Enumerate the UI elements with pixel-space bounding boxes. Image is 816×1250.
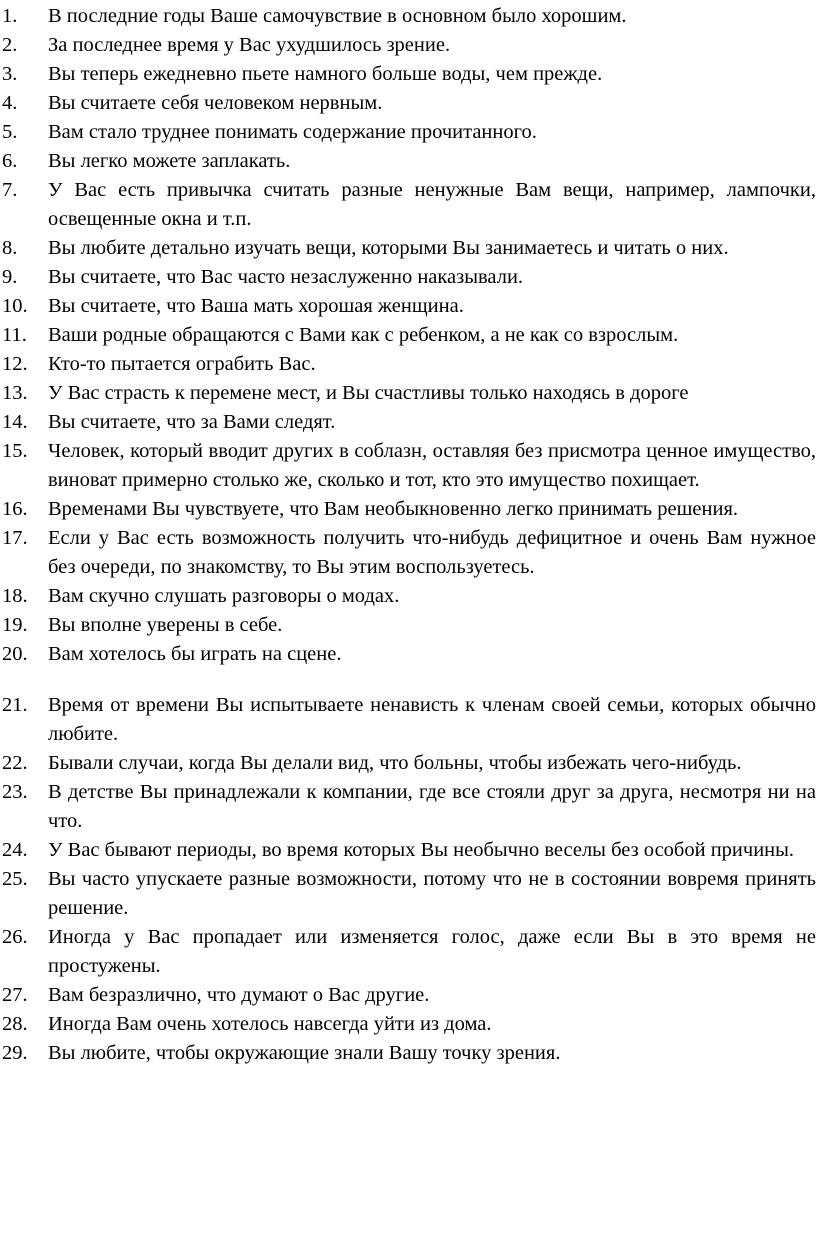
item-number: 24.: [2, 839, 28, 861]
item-number: 18.: [2, 585, 28, 607]
item-text: Вы часто упускаете разные возможности, потому что не в состоянии вовремя принять решение.: [48, 868, 816, 919]
item-number: 19.: [2, 614, 28, 636]
item-number: 29.: [2, 1042, 28, 1064]
list-item: [0, 118, 816, 147]
list-item: [0, 263, 816, 292]
item-number: 28.: [2, 1013, 28, 1035]
item-text: Иногда Вам очень хотелось навсегда уйти из дома.: [48, 1013, 492, 1035]
list-item: [0, 176, 816, 234]
item-number: 15.: [2, 440, 28, 462]
item-text: Человек, который вводит других в соблазн, оставляя без присмотра ценное имущество, виноват примерно столько же, сколько и тот, кто это имущество похищает.: [48, 440, 816, 491]
item-number: 17.: [2, 527, 28, 549]
item-number: 21.: [2, 694, 28, 716]
list-item: [0, 981, 816, 1010]
list-item: [0, 836, 816, 865]
item-number: 20.: [2, 643, 28, 665]
item-number: 10.: [2, 295, 28, 317]
item-number: 1.: [2, 5, 18, 27]
list-item: [0, 321, 816, 350]
item-text: За последнее время у Вас ухудшилось зрение.: [48, 34, 451, 56]
item-text: У Вас есть привычка считать разные ненужные Вам вещи, например, лампочки, освещенные окна и т.п.: [48, 179, 816, 230]
list-item: [0, 495, 816, 524]
item-text: Вы вполне уверены в себе.: [48, 614, 283, 636]
item-text: Ваши родные обращаются с Вами как с ребенком, а не как со взрослым.: [48, 324, 679, 346]
list-item: [0, 640, 816, 669]
list-item: [0, 89, 816, 118]
item-text: Иногда у Вас пропадает или изменяется голос, даже если Вы в это время не простужены.: [48, 926, 816, 977]
list-item: [0, 60, 816, 89]
item-text: Вы легко можете заплакать.: [48, 150, 291, 172]
item-text: Вы считаете, что Вас часто незаслуженно наказывали.: [48, 266, 524, 288]
item-number: 9.: [2, 266, 18, 288]
item-number: 3.: [2, 63, 18, 85]
list-item: [0, 437, 816, 495]
item-number: 12.: [2, 353, 28, 375]
item-text: Если у Вас есть возможность получить что-нибудь дефицитное и очень Вам нужное без очереди, по знакомству, то Вы этим воспользуетесь.: [48, 527, 816, 578]
list-item: [0, 524, 816, 582]
item-text: Вы считаете, что Ваша мать хорошая женщина.: [48, 295, 464, 317]
item-number: 27.: [2, 984, 28, 1006]
item-number: 6.: [2, 150, 18, 172]
item-text: Бывали случаи, когда Вы делали вид, что больны, чтобы избежать чего-нибудь.: [48, 752, 742, 774]
item-text: Вам скучно слушать разговоры о модах.: [48, 585, 400, 607]
list-item: [0, 1010, 816, 1039]
item-number: 5.: [2, 121, 18, 143]
item-text: В последние годы Ваше самочувствие в основном было хорошим.: [48, 5, 627, 27]
item-text: Вы теперь ежедневно пьете намного больше воды, чем прежде.: [48, 63, 603, 85]
list-item: [0, 923, 816, 981]
list-item: [0, 379, 816, 408]
list-item: [0, 778, 816, 836]
list-item: [0, 691, 816, 749]
item-text: Вы любите, чтобы окружающие знали Вашу точку зрения.: [48, 1042, 561, 1064]
list-item: [0, 2, 816, 31]
list-item: [0, 147, 816, 176]
item-number: 16.: [2, 498, 28, 520]
item-text: Вы любите детально изучать вещи, которыми Вы занимаетесь и читать о них.: [48, 237, 729, 259]
item-text: У Вас страсть к перемене мест, и Вы счастливы только находясь в дороге: [48, 382, 689, 404]
item-number: 22.: [2, 752, 28, 774]
item-number: 4.: [2, 92, 18, 114]
item-text: Вы считаете себя человеком нервным.: [48, 92, 383, 114]
list-item: [0, 582, 816, 611]
item-text: Время от времени Вы испытываете ненависть к членам своей семьи, которых обычно любите.: [48, 694, 816, 745]
item-number: 25.: [2, 868, 28, 890]
item-number: 14.: [2, 411, 28, 433]
list-item: [0, 234, 816, 263]
item-number: 7.: [2, 179, 18, 201]
list-item: [0, 1039, 816, 1068]
item-number: 11.: [2, 324, 27, 346]
item-text: В детстве Вы принадлежали к компании, где все стояли друг за друга, несмотря ни на что.: [48, 781, 816, 832]
item-text: Кто-то пытается ограбить Вас.: [48, 353, 316, 375]
list-item: [0, 292, 816, 321]
item-number: 26.: [2, 926, 28, 948]
item-number: 23.: [2, 781, 28, 803]
list-item: [0, 350, 816, 379]
list-item: [0, 408, 816, 437]
list-item: [0, 31, 816, 60]
item-number: 2.: [2, 34, 18, 56]
item-text: Вам стало труднее понимать содержание прочитанного.: [48, 121, 537, 143]
item-number: 8.: [2, 237, 18, 259]
list-item: [0, 865, 816, 923]
list-item: [0, 611, 816, 640]
item-text: Вам хотелось бы играть на сцене.: [48, 643, 342, 665]
item-text: Вам безразлично, что думают о Вас другие.: [48, 984, 430, 1006]
item-text: Вы считаете, что за Вами следят.: [48, 411, 336, 433]
item-text: У Вас бывают периоды, во время которых Вы необычно веселы без особой причины.: [48, 839, 795, 861]
item-number: 13.: [2, 382, 28, 404]
question-list: [0, 2, 816, 1068]
list-item: [0, 749, 816, 778]
item-text: Временами Вы чувствуете, что Вам необыкновенно легко принимать решения.: [48, 498, 738, 520]
